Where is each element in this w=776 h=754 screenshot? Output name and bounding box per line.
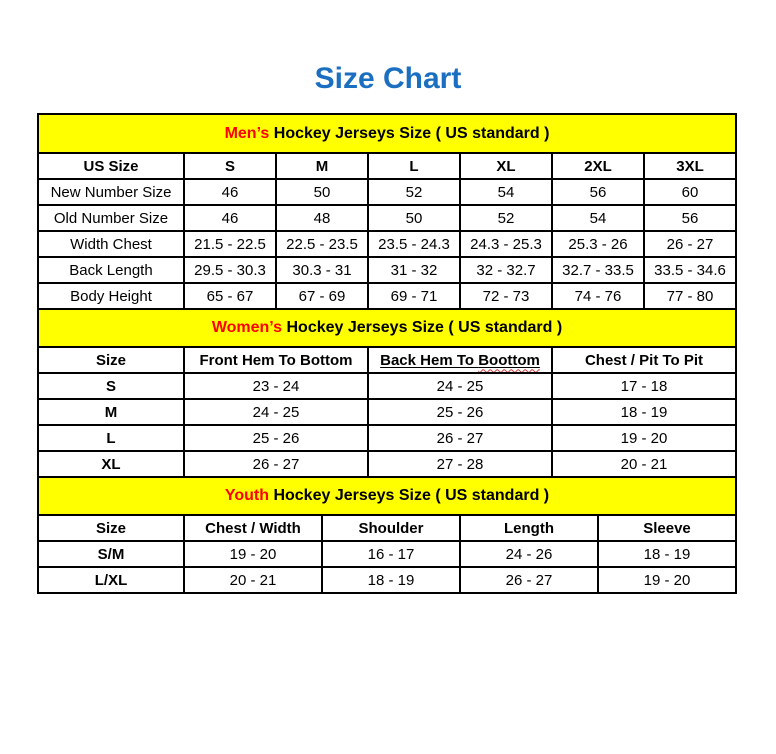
- data-cell: 54: [460, 179, 552, 205]
- row-label: M: [38, 399, 184, 425]
- table-row: [38, 373, 736, 399]
- mens-header-row: [38, 153, 736, 179]
- data-cell: 67 - 69: [276, 283, 368, 309]
- row-label: L/XL: [38, 567, 184, 593]
- back-hem-misspelled-word: Boottom: [478, 351, 540, 369]
- mens-section-band-row: [38, 114, 736, 153]
- column-header-2xl: 2XL: [552, 153, 644, 179]
- womens-size-table: [37, 308, 737, 478]
- mens-size-table: [37, 113, 737, 310]
- column-header-l: L: [368, 153, 460, 179]
- column-header-us-size: US Size: [38, 153, 184, 179]
- row-label: Width Chest: [38, 231, 184, 257]
- row-label: Back Length: [38, 257, 184, 283]
- data-cell: 23.5 - 24.3: [368, 231, 460, 257]
- data-cell: 17 - 18: [552, 373, 736, 399]
- row-label: New Number Size: [38, 179, 184, 205]
- column-header-m: M: [276, 153, 368, 179]
- column-header-back-hem: [368, 347, 552, 373]
- column-header-s: S: [184, 153, 276, 179]
- data-cell: 31 - 32: [368, 257, 460, 283]
- data-cell: 65 - 67: [184, 283, 276, 309]
- womens-section-header: [38, 309, 736, 347]
- youth-size-table: [37, 476, 737, 594]
- data-cell: 46: [184, 205, 276, 231]
- table-row: [38, 541, 736, 567]
- data-cell: 72 - 73: [460, 283, 552, 309]
- table-row: [38, 567, 736, 593]
- page: [0, 62, 776, 594]
- data-cell: 18 - 19: [322, 567, 460, 593]
- data-cell: 26 - 27: [460, 567, 598, 593]
- data-cell: 20 - 21: [552, 451, 736, 477]
- page-title: Size Chart: [314, 62, 462, 95]
- column-header-shoulder: Shoulder: [322, 515, 460, 541]
- data-cell: 26 - 27: [368, 425, 552, 451]
- data-cell: 21.5 - 22.5: [184, 231, 276, 257]
- data-cell: 23 - 24: [184, 373, 368, 399]
- data-cell: 19 - 20: [184, 541, 322, 567]
- column-header-3xl: 3XL: [644, 153, 736, 179]
- womens-section-title: Hockey Jerseys Size ( US standard ): [282, 319, 563, 336]
- data-cell: 19 - 20: [552, 425, 736, 451]
- data-cell: 52: [460, 205, 552, 231]
- data-cell: 50: [368, 205, 460, 231]
- womens-section-band-row: [38, 309, 736, 347]
- youth-section-highlight: Youth: [224, 487, 269, 504]
- data-cell: 19 - 20: [598, 567, 736, 593]
- data-cell: 27 - 28: [368, 451, 552, 477]
- data-cell: 18 - 19: [598, 541, 736, 567]
- youth-section-band-row: [38, 477, 736, 515]
- mens-section-highlight: Men’s: [224, 124, 270, 142]
- mens-section-title: Hockey Jerseys Size ( US standard ): [269, 124, 550, 142]
- data-cell: 24 - 25: [184, 399, 368, 425]
- row-label: S/M: [38, 541, 184, 567]
- table-row: [38, 231, 736, 257]
- row-label: L: [38, 425, 184, 451]
- table-row: [38, 451, 736, 477]
- data-cell: 25.3 - 26: [552, 231, 644, 257]
- data-cell: 74 - 76: [552, 283, 644, 309]
- row-label: Body Height: [38, 283, 184, 309]
- data-cell: 24.3 - 25.3: [460, 231, 552, 257]
- data-cell: 25 - 26: [368, 399, 552, 425]
- data-cell: 29.5 - 30.3: [184, 257, 276, 283]
- table-row: [38, 205, 736, 231]
- data-cell: 24 - 26: [460, 541, 598, 567]
- data-cell: 22.5 - 23.5: [276, 231, 368, 257]
- data-cell: 60: [644, 179, 736, 205]
- table-row: [38, 257, 736, 283]
- column-header-chest-width: Chest / Width: [184, 515, 322, 541]
- womens-header-row: [38, 347, 736, 373]
- youth-section-title: Hockey Jerseys Size ( US standard ): [269, 487, 550, 504]
- data-cell: 18 - 19: [552, 399, 736, 425]
- data-cell: 77 - 80: [644, 283, 736, 309]
- data-cell: 48: [276, 205, 368, 231]
- data-cell: 54: [552, 205, 644, 231]
- data-cell: 56: [644, 205, 736, 231]
- back-hem-underlined-text: [380, 352, 540, 369]
- data-cell: 32 - 32.7: [460, 257, 552, 283]
- data-cell: 32.7 - 33.5: [552, 257, 644, 283]
- data-cell: 52: [368, 179, 460, 205]
- data-cell: 46: [184, 179, 276, 205]
- mens-section-header: [38, 114, 736, 153]
- data-cell: 25 - 26: [184, 425, 368, 451]
- size-chart: [37, 113, 737, 594]
- back-hem-prefix: Back Hem To: [380, 351, 479, 369]
- column-header-front-hem: Front Hem To Bottom: [184, 347, 368, 373]
- row-label: XL: [38, 451, 184, 477]
- table-row: [38, 283, 736, 309]
- data-cell: 50: [276, 179, 368, 205]
- womens-section-highlight: Women’s: [211, 319, 283, 336]
- column-header-chest-pit: Chest / Pit To Pit: [552, 347, 736, 373]
- data-cell: 33.5 - 34.6: [644, 257, 736, 283]
- youth-section-header: [38, 477, 736, 515]
- data-cell: 69 - 71: [368, 283, 460, 309]
- youth-header-row: [38, 515, 736, 541]
- data-cell: 24 - 25: [368, 373, 552, 399]
- column-header-xl: XL: [460, 153, 552, 179]
- column-header-sleeve: Sleeve: [598, 515, 736, 541]
- table-row: [38, 179, 736, 205]
- data-cell: 26 - 27: [184, 451, 368, 477]
- data-cell: 20 - 21: [184, 567, 322, 593]
- data-cell: 16 - 17: [322, 541, 460, 567]
- data-cell: 56: [552, 179, 644, 205]
- table-row: [38, 399, 736, 425]
- data-cell: 30.3 - 31: [276, 257, 368, 283]
- table-row: [38, 425, 736, 451]
- column-header-size: Size: [38, 515, 184, 541]
- data-cell: 26 - 27: [644, 231, 736, 257]
- column-header-length: Length: [460, 515, 598, 541]
- column-header-size: Size: [38, 347, 184, 373]
- row-label: S: [38, 373, 184, 399]
- row-label: Old Number Size: [38, 205, 184, 231]
